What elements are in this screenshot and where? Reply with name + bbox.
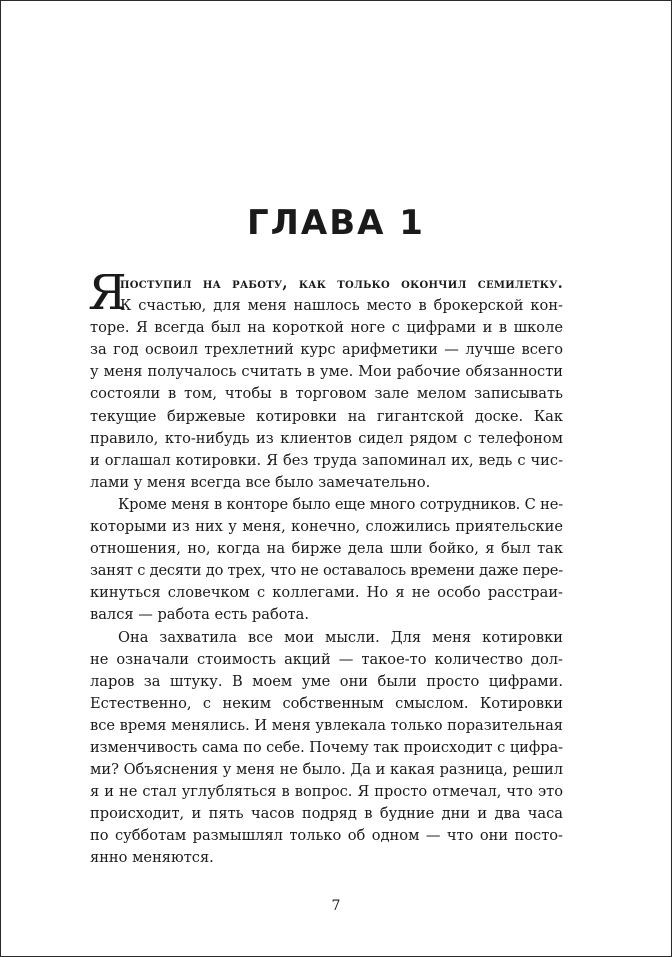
text-line: состояли в том, чтобы в торговом зале мелом записывать (90, 385, 563, 403)
text-line: правило, кто-нибудь из клиентов сидел рядом с телефоном (90, 429, 563, 447)
text-line: отношения, но, когда на бирже дела шли бойко, я был так (90, 540, 563, 558)
text-line: К счастью, для меня нашлось место в брокерской кон- (120, 297, 563, 315)
text-line: я и не стал углубляться в вопрос. Я просто отмечал, что это (90, 783, 563, 801)
lead-in: поступил на работу, как только окончил семилетку. (120, 275, 563, 292)
text-line: и оглашал котировки. Я без труда запоминал их, ведь с чис- (90, 451, 563, 469)
text-line: ларов за штуку. В моем уме они были просто цифрами. (90, 672, 563, 690)
text-line: все время менялись. И меня увлекала только поразительная (90, 716, 563, 734)
chapter-title: ГЛАВА 1 (247, 203, 425, 243)
text-line: за год освоил трехлетний курс арифметики — лучше всего (90, 341, 563, 359)
paragraph-3 (90, 627, 563, 870)
text-line: Естественно, с неким собственным смыслом. Котировки (90, 694, 563, 712)
text-line: у меня получалось считать в уме. Мои рабочие обязанности (90, 363, 563, 381)
page-number: 7 (331, 898, 341, 914)
text-line: янно меняются. (90, 849, 214, 867)
lead-in-line (90, 273, 563, 295)
text-line: текущие биржевые котировки на гигантской доске. Как (90, 407, 563, 425)
text-line: которыми из них у меня, конечно, сложились приятельские (90, 518, 563, 536)
text-line: не означали стоимость акций — такое-то количество дол- (90, 650, 563, 668)
text-line: лами у меня всегда все было замечательно. (90, 473, 431, 491)
text-line: по субботам размышлял только об одном — что они посто- (90, 827, 563, 845)
text-line: вался — работа есть работа. (90, 606, 309, 624)
opening-paragraph (88, 265, 563, 494)
text-line: торе. Я всегда был на короткой ноге с цифрами и в школе (90, 319, 563, 337)
text-line: занят с десяти до трех, что не оставалось времени даже пере- (90, 562, 563, 580)
drop-cap: Я (88, 265, 127, 321)
chapter-body (88, 265, 563, 870)
text-line: Кроме меня в конторе было еще много сотрудников. С не- (118, 495, 563, 513)
text-line: кинуться словечком с коллегами. Но я не особо расстраи- (90, 584, 563, 602)
text-line: ми? Объяснения у меня не было. Да и какая разница, решил (90, 761, 563, 779)
text-line: изменчивость сама по себе. Почему так происходит с цифра- (90, 738, 563, 756)
text-line: происходит, и пять часов подряд в будние дни и два часа (90, 805, 563, 823)
paragraph-2 (90, 494, 563, 627)
text-line: Она захватила все мои мысли. Для меня котировки (118, 628, 563, 646)
